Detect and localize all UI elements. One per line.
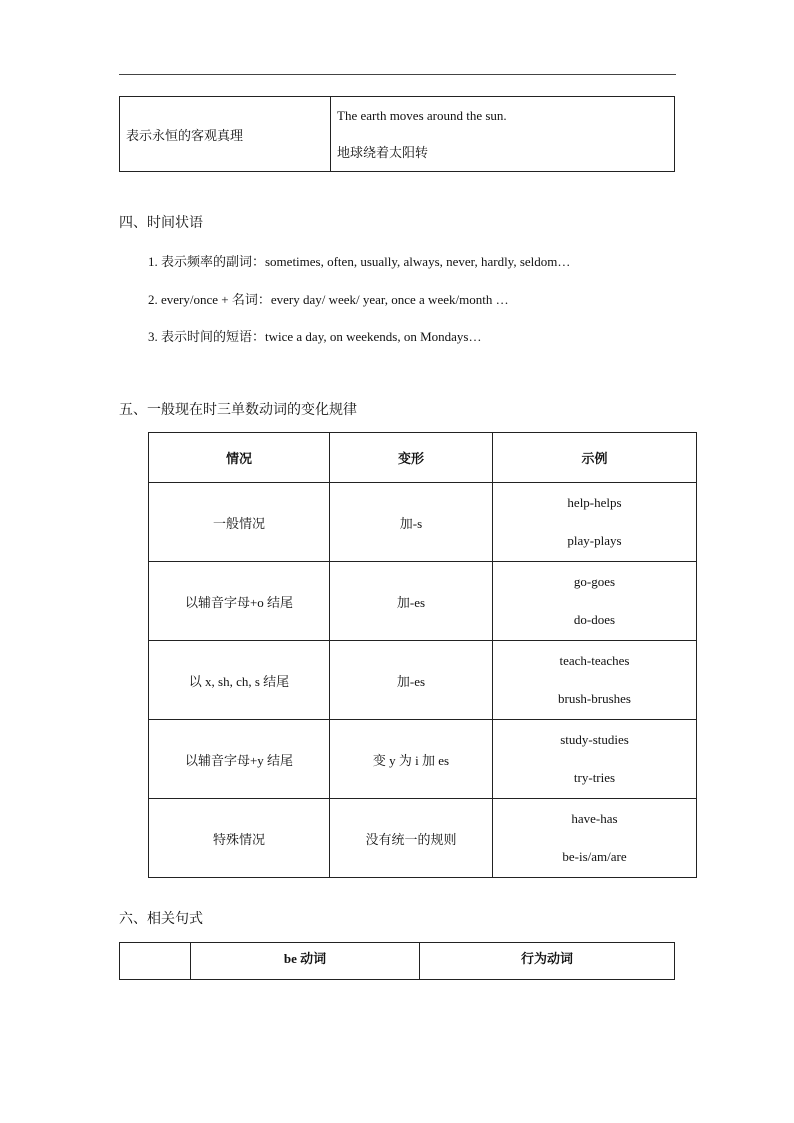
table-row [149, 720, 697, 799]
section4-title: 四、时间状语 [119, 216, 203, 231]
truth-table [119, 96, 675, 172]
header-blank [120, 943, 191, 980]
header-change: 变形 [330, 433, 493, 483]
section4-item-3: 3. 表示时间的短语：twice a day, on weekends, on Mondays… [148, 329, 482, 344]
example-1: have-has [571, 811, 618, 826]
example-2: play-plays [567, 533, 622, 548]
table-header-row [120, 943, 675, 980]
header-example: 示例 [493, 433, 697, 483]
row-example [493, 641, 697, 720]
example-2: brush-brushes [558, 691, 631, 706]
table-row [149, 483, 697, 562]
table-row [120, 97, 675, 172]
section5-title: 五、一般现在时三单数动词的变化规律 [119, 403, 357, 418]
example-1: go-goes [573, 574, 616, 589]
row-change: 变 y 为 i 加 es [330, 720, 493, 799]
header-rule [119, 74, 676, 75]
example-2: do-does [573, 612, 616, 627]
row-case: 一般情况 [149, 483, 330, 562]
row-change: 加-es [330, 641, 493, 720]
section6-title: 六、相关句式 [119, 912, 203, 927]
truth-example [331, 97, 675, 172]
header-be-verb: be 动词 [191, 943, 420, 980]
section4-item-2: 2. every/once + 名词：every day/ week/ year, once a week/month … [148, 292, 509, 307]
header-case: 情况 [149, 433, 330, 483]
row-case: 特殊情况 [149, 799, 330, 878]
row-example [493, 720, 697, 799]
table-row [149, 799, 697, 878]
header-action-verb: 行为动词 [420, 943, 675, 980]
sentence-pattern-table [119, 942, 675, 980]
table-row [149, 562, 697, 641]
example-1: study-studies [560, 732, 629, 747]
example-1: teach-teaches [559, 653, 630, 668]
truth-example-en: The earth moves around the sun. [337, 108, 507, 123]
truth-example-zh: 地球绕着太阳转 [337, 145, 429, 160]
section4-item-1: 1. 表示频率的副词：sometimes, often, usually, always, never, hardly, seldom… [148, 254, 571, 269]
row-case: 以 x, sh, ch, s 结尾 [149, 641, 330, 720]
table-header-row [149, 433, 697, 483]
row-change: 加-s [330, 483, 493, 562]
verb-change-table [148, 432, 697, 878]
example-2: try-tries [573, 770, 616, 785]
table-row [149, 641, 697, 720]
example-1: help-helps [567, 495, 622, 510]
truth-label: 表示永恒的客观真理 [120, 97, 331, 172]
row-example [493, 562, 697, 641]
row-change: 加-es [330, 562, 493, 641]
row-example [493, 799, 697, 878]
row-example [493, 483, 697, 562]
row-case: 以辅音字母+o 结尾 [149, 562, 330, 641]
row-case: 以辅音字母+y 结尾 [149, 720, 330, 799]
row-change: 没有统一的规则 [330, 799, 493, 878]
example-2: be-is/am/are [562, 849, 627, 864]
